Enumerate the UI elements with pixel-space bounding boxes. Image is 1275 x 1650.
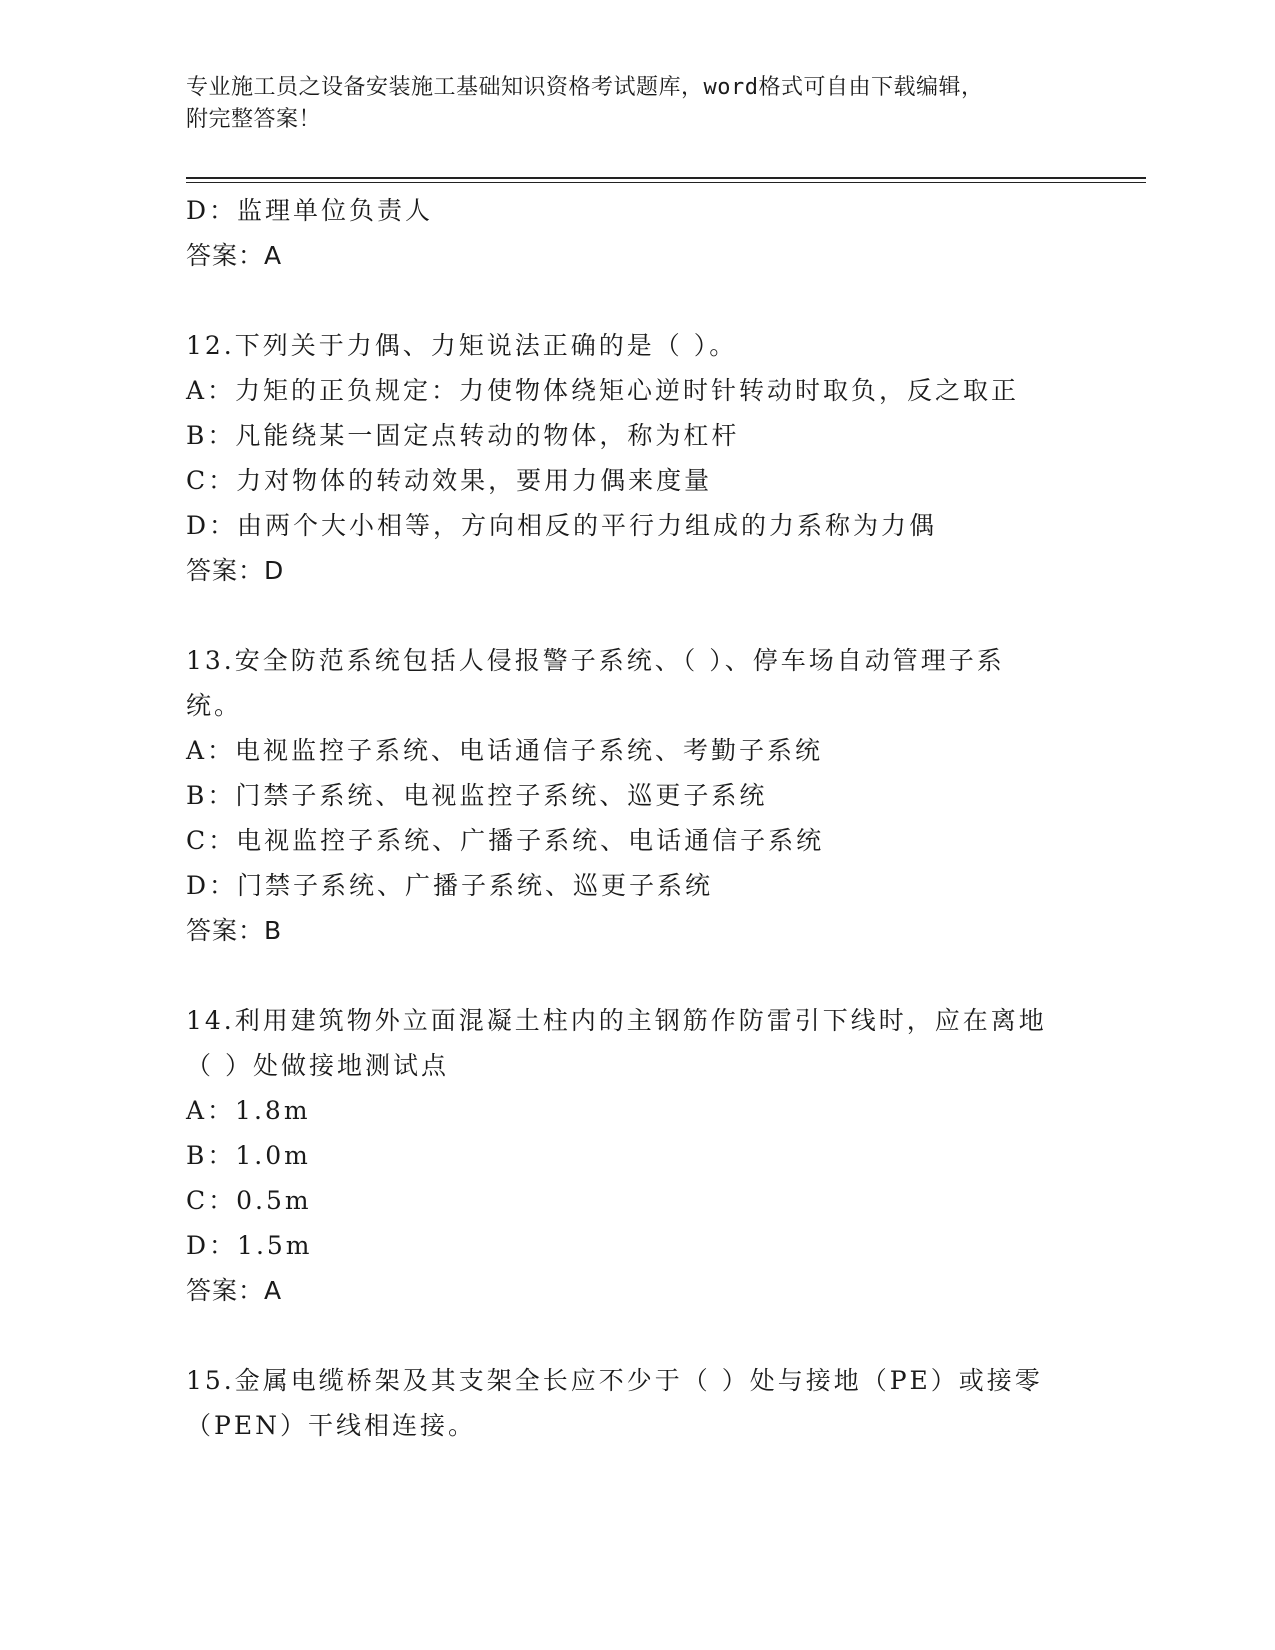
header-divider-thick xyxy=(186,177,1146,179)
q13-option-b: B：门禁子系统、电视监控子系统、巡更子系统 xyxy=(186,781,768,810)
q12-option-c: C：力对物体的转动效果，要用力偶来度量 xyxy=(186,466,713,495)
spacer xyxy=(186,953,1086,998)
q14-answer: 答案：A xyxy=(186,1276,283,1305)
q13-question-line-2: 统。 xyxy=(186,691,243,720)
q13-answer: 答案：B xyxy=(186,916,283,945)
q14-question-line-1: 14.利用建筑物外立面混凝土柱内的主钢筋作防雷引下线时，应在离地 xyxy=(186,1006,1047,1035)
header-line-2: 附完整答案！ xyxy=(186,107,322,132)
spacer xyxy=(186,1313,1086,1358)
q12-option-d: D：由两个大小相等，方向相反的平行力组成的力系称为力偶 xyxy=(186,511,938,540)
q15-question-line-1: 15.金属电缆桥架及其支架全长应不少于（ ）处与接地（PE）或接零 xyxy=(186,1366,1043,1395)
q13-question-line-1: 13.安全防范系统包括人侵报警子系统、（ ）、停车场自动管理子系 xyxy=(186,646,1005,675)
q11-answer: 答案：A xyxy=(186,241,283,270)
q13-option-c: C：电视监控子系统、广播子系统、电话通信子系统 xyxy=(186,826,825,855)
spacer xyxy=(186,593,1086,638)
q14-option-c: C：0.5m xyxy=(186,1186,312,1215)
q14-option-b: B：1.0m xyxy=(186,1141,311,1170)
q12-option-a: A：力矩的正负规定：力使物体绕矩心逆时针转动时取负，反之取正 xyxy=(186,376,1020,405)
header-line-1: 专业施工员之设备安装施工基础知识资格考试题库，word格式可自由下载编辑， xyxy=(186,75,984,100)
q13-option-d: D：门禁子系统、广播子系统、巡更子系统 xyxy=(186,871,714,900)
header-divider-thin xyxy=(186,182,1146,183)
q13-option-a: A：电视监控子系统、电话通信子系统、考勤子系统 xyxy=(186,736,824,765)
document-header xyxy=(186,72,1086,136)
q12-question: 12.下列关于力偶、力矩说法正确的是（ ）。 xyxy=(186,331,738,360)
q15-question-line-2: （PEN）干线相连接。 xyxy=(186,1411,476,1440)
q14-option-a: A：1.8m xyxy=(186,1096,311,1125)
q14-option-d: D：1.5m xyxy=(186,1231,313,1260)
q11-option-d: D：监理单位负责人 xyxy=(186,196,434,225)
q12-answer: 答案：D xyxy=(186,556,285,585)
document-body xyxy=(186,188,1086,1448)
q14-question-line-2: （ ）处做接地测试点 xyxy=(186,1051,449,1080)
spacer xyxy=(186,278,1086,323)
q12-option-b: B：凡能绕某一固定点转动的物体，称为杠杆 xyxy=(186,421,740,450)
